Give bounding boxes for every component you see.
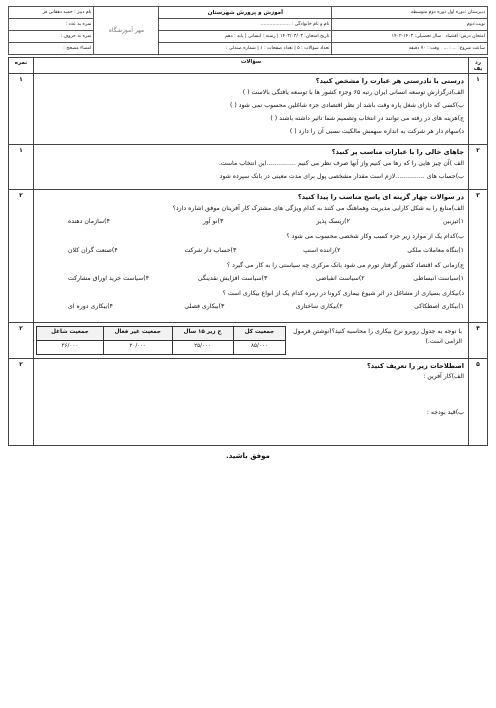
col-rad: رد یف	[469, 58, 488, 74]
q1-line: ج)هزینه های در رفته می توانند در انتخاب وتصمیم شما تاثیر داشته باشند ( )	[270, 115, 464, 122]
q5-line: ب)قید بودجه :	[426, 409, 464, 417]
year-text: سال تحصیلی: ۱۴۰۳-۱۴۰۲	[391, 34, 442, 39]
q2-body	[34, 145, 469, 190]
pop-value-under15: ۲۵/۰۰۰	[172, 340, 233, 354]
option: ۳)سیاست افزایش نقدینگی	[197, 275, 268, 283]
seat-text: شماره صندلی :	[225, 46, 256, 51]
option: ۳)حساب دار شرکت	[184, 246, 237, 254]
date-text: تاریخ امتحان: ۱۴۰۳/۰۳/۰۳	[280, 34, 330, 39]
option: ۲)سیاست انقباضی	[315, 275, 365, 283]
header-student-name: نام و نام خانوادگی : ....................	[159, 19, 332, 31]
subject-text: امتحان درس: اقتصاد	[445, 34, 485, 39]
q3-score: ۲	[9, 190, 34, 322]
header-counts: تعداد سوالات : ۵ | تعداد صفحات : ۱ | شماره صندلی :	[159, 43, 332, 55]
q3-part-c: ج)زمانی که اقتصاد کشور گرفتار تورم می شود بانک مرکزی چه سیاستی را به کار می گیرد ؟	[226, 261, 464, 269]
base-text: پایه : دهم	[225, 34, 244, 39]
q5-body	[34, 358, 469, 445]
q3-title: در سوالات چهار گزینه ای پاسخ مناسب را پیدا کنید؟	[297, 193, 464, 202]
pages-text: تعداد صفحات : ۱	[260, 46, 293, 51]
question-row-2	[9, 145, 488, 190]
population-value-row	[37, 340, 286, 354]
q3-options-b	[38, 248, 464, 254]
header-teacher-sign: امضاء مصحح :	[9, 43, 94, 55]
question-row-1	[9, 74, 488, 145]
pop-header-employed: جمعیت شاغل	[37, 326, 104, 340]
footer-good-luck: موفق باشید.	[226, 451, 270, 460]
q4-score: ۲	[9, 322, 34, 358]
option: ۱)بنگاه معاملات ملکی	[407, 246, 464, 254]
pop-value-total: ۸۵/۰۰۰	[233, 340, 286, 354]
q4-text: با توجه به جدول روبرو نرخ بیکاری را محاسبه کنید؟(نوشتن فرمول الزامی است.)	[293, 327, 462, 346]
option: ۴)سیاست خرید اوراق مشارکت	[68, 275, 150, 283]
q3-options-c	[38, 276, 464, 282]
header-base-field: تاریخ امتحان: ۱۴۰۳/۰۳/۰۳ | رشته : انسانی | پایه : دهم	[159, 31, 332, 43]
q1-line: د)سهام دار هر شرکت به اندازه سهمش مالکیت نسبی آن را دارد ( )	[289, 128, 464, 136]
option: ۴)سازمان دهنده	[68, 218, 110, 226]
q3-number: ۳	[469, 190, 488, 322]
col-questions: سؤالات	[34, 58, 469, 74]
school2-text: دوره دوم متوسطه	[410, 10, 447, 15]
q2-score: ۱	[9, 145, 34, 190]
question-row-4	[9, 322, 488, 358]
q2-line: الف )آن چیز هایی را که رها می کنیم واز آنها صرف نظر می کنیم ...............این انتخاب ماست.	[218, 160, 464, 167]
option: ۱)بیکاری اصطکاکی	[414, 303, 464, 311]
option: ۲)راننده اسنپ	[303, 246, 341, 254]
q2-line: ب)حساب های ...............لازم است مقدار مشخصی پول برای مدت معینی در بانک سپرده شود	[219, 173, 464, 181]
population-table	[36, 326, 286, 355]
duration-text: وقت : ۷۰ دقیقه	[408, 46, 440, 51]
field-text: رشته : انسانی	[247, 34, 276, 39]
header-subject	[332, 31, 488, 43]
option: ۲)ریسک پذیر	[316, 218, 350, 226]
q3-options-d	[38, 304, 464, 310]
header-school	[332, 7, 488, 19]
q5-line: الف)کار آفرین :	[423, 373, 464, 381]
option: ۱)تیزبین	[442, 218, 464, 226]
exam-header	[8, 6, 488, 55]
option: ۳)بیکاری فصلی	[184, 303, 225, 311]
q3-body	[34, 190, 469, 322]
q5-score: ۲	[9, 358, 34, 445]
q3-part-a: الف)منابع را به شکل کارایی مدیریت وهماهنگ می کنند به کدام ویژگی های مشترک کار آفرینان موفق اشاره دارد؟	[172, 205, 464, 212]
header-exam-turn: نوبت:دوم	[332, 19, 488, 31]
school-text: دبیرستان :دوره اول	[447, 10, 485, 15]
questions-table	[8, 57, 488, 446]
pop-header-total: جمعیت کل	[233, 326, 286, 340]
q2-number: ۲	[469, 145, 488, 190]
header-grade-words: نمره به حروف :	[9, 31, 94, 43]
option: ۳)نو آور	[202, 218, 224, 226]
q1-score: ۱	[9, 74, 34, 145]
q4-number: ۴	[469, 322, 488, 358]
header-grade-number: نمره به عدد :	[9, 19, 94, 31]
option: ۱)سیاست انبساطی	[413, 275, 464, 283]
header-teacher: نام دبیر : حمید دهقانی فر	[9, 7, 94, 19]
population-header-row	[37, 326, 286, 340]
q3-part-d: د)بیکاری بسیاری از مشاغل در اثر شیوع بیماری کرونا در زمره کدام یک از انواع بیکاری است ؟	[222, 290, 464, 298]
school-stamp: مهر آموزشگاه	[94, 7, 159, 55]
q1-title: درستی یا نادرستی هر عبارت را مشخص کنید؟	[315, 77, 464, 85]
pop-value-employed: ۳۶/۰۰۰	[37, 340, 104, 354]
header-time	[332, 43, 488, 55]
question-row-3	[9, 190, 488, 322]
q1-line: الف)درگزارش توسعه انسانی ایران رتبه ۶۵ وجزء کشور ها با توسعه یافتگی بالاست ( )	[242, 88, 464, 96]
q5-number: ۵	[469, 358, 488, 445]
questions-count-text: تعداد سوالات : ۵	[297, 46, 330, 51]
pop-header-under15: ج زیر ۱۵ سال	[172, 326, 233, 340]
pop-header-inactive: جمعیت غیر فعال	[103, 326, 172, 340]
q1-line: ب)کسی که دارای شغل پاره وقت باشد از نظر اقتصادی جزء شاغلین محسوب نمی شود ( )	[229, 101, 464, 109]
option: ۴)صنعت گران کلان	[68, 246, 118, 254]
q1-number: ۱	[469, 74, 488, 145]
col-score: نمره	[9, 58, 34, 74]
option: ۴)بیکاری دوره ای	[68, 303, 113, 311]
option: ۲)بیکاری ساختاری	[295, 303, 343, 311]
q2-title: جاهای خالی را با عبارات مناسب پر کنید؟	[331, 148, 464, 157]
q3-part-b: ب)کدام یک از موارد زیر جزء کسب وکار شخصی محسوب می شود ؟	[286, 233, 464, 241]
header-ministry: آموزش و پرورش شهرستان	[159, 7, 332, 19]
question-row-5	[9, 358, 488, 445]
start-time-text: ساعت شروع: ... : ...	[443, 46, 485, 51]
q1-body	[34, 74, 469, 145]
q3-options-a	[38, 219, 464, 225]
q4-wrap	[34, 323, 468, 358]
q4-body	[34, 322, 469, 358]
exam-page	[8, 6, 488, 460]
q5-title: اصطلاحات زیر را تعریف کنید؟	[366, 361, 464, 370]
pop-value-inactive: ۲۰/۰۰۰	[103, 340, 172, 354]
